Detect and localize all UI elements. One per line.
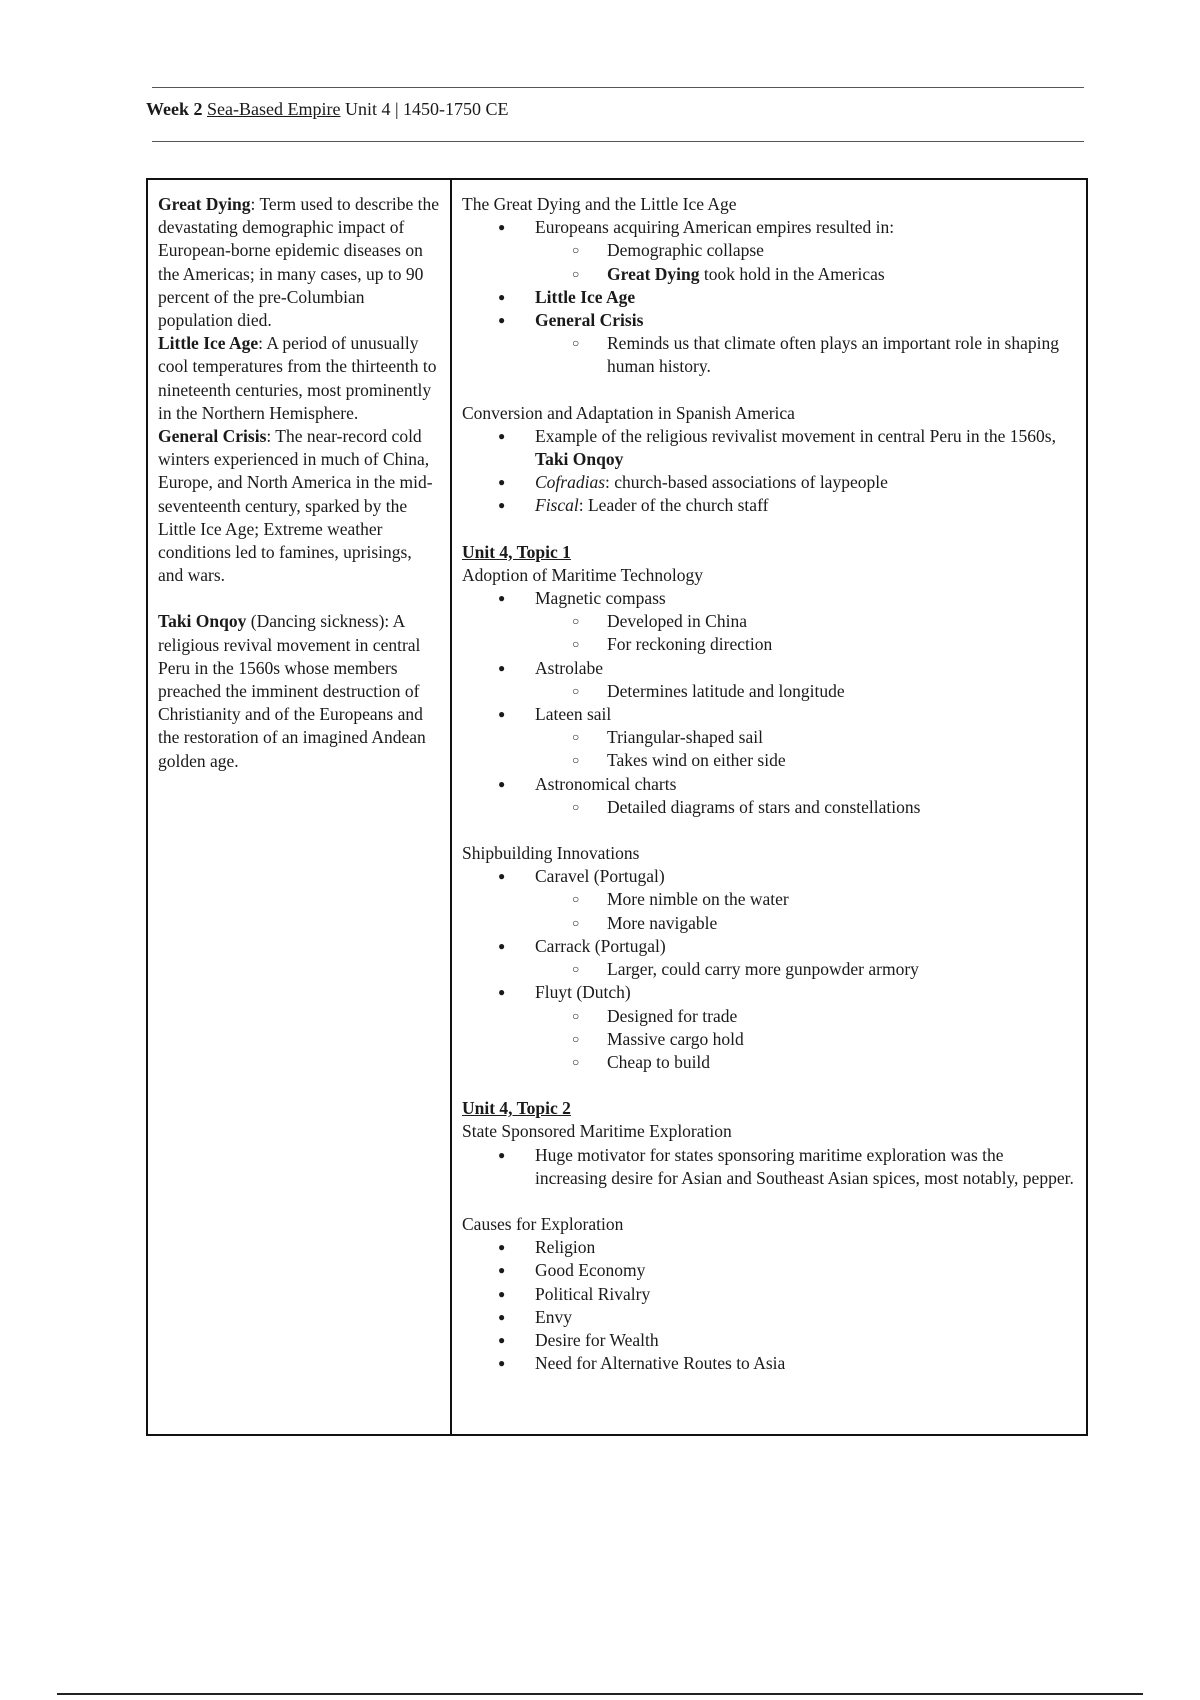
term-definition: (Dancing sickness): A religious revival movement in central Peru in the 1560s whose members preached the imminent destruction of Christianity and of the Europeans and the restoration of an imagined Andean golden age. [158,611,426,771]
header-top-rule [152,87,1084,88]
list-item: ● Astrolabe [462,657,1076,680]
section-heading: The Great Dying and the Little Ice Age [462,194,737,214]
list-item: ● Good Economy [462,1259,1076,1282]
notes-column [452,180,1086,1434]
term-definition: : A period of unusually cool temperatures from the thirteenth to nineteenth centuries, most prominently in the Northern Hemisphere. [158,333,437,423]
term-entry [158,610,440,772]
list-item [462,494,1076,517]
header-week: Week 2 [146,99,203,119]
list-subitem: ○ More nimble on the water [462,888,1076,911]
list-item: ● Huge motivator for states sponsoring maritime exploration was the increasing desire for Asian and Southeast Asian spices, most notably, pepper. [462,1144,1076,1190]
list-item: ● Religion [462,1236,1076,1259]
list-subitem: ○ Designed for trade [462,1005,1076,1028]
bullet-list [462,865,1076,1074]
term-definition: : Term used to describe the devastating demographic impact of European-borne epidemic diseases on the Americas; in many cases, up to 90 percent of the pre-Columbian population died. [158,194,439,331]
bullet-list [462,1236,1076,1375]
bold-term: Taki Onqoy [535,449,624,470]
section-heading: Adoption of Maritime Technology [462,564,703,585]
list-item: ● Envy [462,1306,1076,1329]
header-bottom-rule [152,141,1084,142]
list-item: ● Need for Alternative Routes to Asia [462,1352,1076,1375]
bullet-list [462,1144,1076,1190]
header-title: Sea-Based Empire [207,99,341,119]
list-item: ● Political Rivalry [462,1283,1076,1306]
bold-term: Great Dying [607,263,700,284]
list-item [462,425,1076,471]
list-subitem: ○ For reckoning direction [462,633,1076,656]
list-subitem: ○ Massive cargo hold [462,1028,1076,1051]
header-unit: Unit 4 | 1450-1750 CE [344,99,509,119]
list-item: ● Carrack (Portugal) [462,935,1076,958]
term-entry [158,193,440,332]
list-subitem: ○ More navigable [462,912,1076,935]
item-text: : Leader of the church staff [578,495,769,516]
list-item: ● General Crisis [462,309,1076,332]
list-subitem: ○ Triangular-shaped sail [462,726,1076,749]
term-name: General Crisis [158,426,267,447]
term-entry [158,425,440,587]
section-heading: Causes for Exploration [462,1213,624,1234]
list-subitem: ○ Takes wind on either side [462,749,1076,772]
footer-rule [57,1693,1143,1695]
topic-label-text: Unit 4, Topic 2 [462,1098,571,1119]
list-item: ● Little Ice Age [462,286,1076,309]
list-subitem: ○ Determines latitude and longitude [462,680,1076,703]
term-definition: : The near-record cold winters experienced in much of China, Europe, and North America in the mid-seventeenth century, sparked by the Little Ice Age; Extreme weather conditions led to famines, uprisings, and wars. [158,426,433,586]
term-entry [158,332,440,425]
bullet-list [462,425,1076,518]
item-text: : church-based associations of laypeople [605,472,888,493]
section-heading: Shipbuilding Innovations [462,843,640,864]
list-item: ● Astronomical charts [462,773,1076,796]
list-item: ● Magnetic compass [462,587,1076,610]
topic-label-text: Unit 4, Topic 1 [462,541,571,562]
list-subitem: ○ Demographic collapse [462,239,1076,262]
section-heading: Conversion and Adaptation in Spanish America [462,402,795,423]
list-item: ● Lateen sail [462,703,1076,726]
term-name: Great Dying [158,194,251,214]
term-name: Taki Onqoy [158,611,247,632]
term-name: Little Ice Age [158,333,259,354]
italic-term: Cofradias [535,472,606,493]
list-subitem: ○ Detailed diagrams of stars and constellations [462,796,1076,819]
list-item: ● Desire for Wealth [462,1329,1076,1352]
list-subitem [462,263,1076,286]
bullet-list [462,216,1076,378]
vocabulary-column [148,180,452,1434]
item-text: took hold in the Americas [699,263,885,284]
list-item [462,471,1076,494]
italic-term: Fiscal [535,495,579,516]
bullet-list [462,587,1076,819]
list-subitem: ○ Cheap to build [462,1051,1076,1074]
list-item: ● Caravel (Portugal) [462,865,1076,888]
list-item: ● Fluyt (Dutch) [462,981,1076,1004]
list-subitem: ○ Reminds us that climate often plays an important role in shaping human history. [462,332,1076,378]
list-item: ● Europeans acquiring American empires resulted in: [462,216,1076,239]
item-text: Example of the religious revivalist movement in central Peru in the 1560s, [535,425,1056,446]
list-subitem: ○ Developed in China [462,610,1076,633]
topic-label [462,1097,1076,1120]
topic-label [462,541,1076,564]
cornell-notes-table [146,178,1088,1436]
section-heading: State Sponsored Maritime Exploration [462,1121,732,1142]
page-header [146,98,509,121]
list-subitem: ○ Larger, could carry more gunpowder armory [462,958,1076,981]
